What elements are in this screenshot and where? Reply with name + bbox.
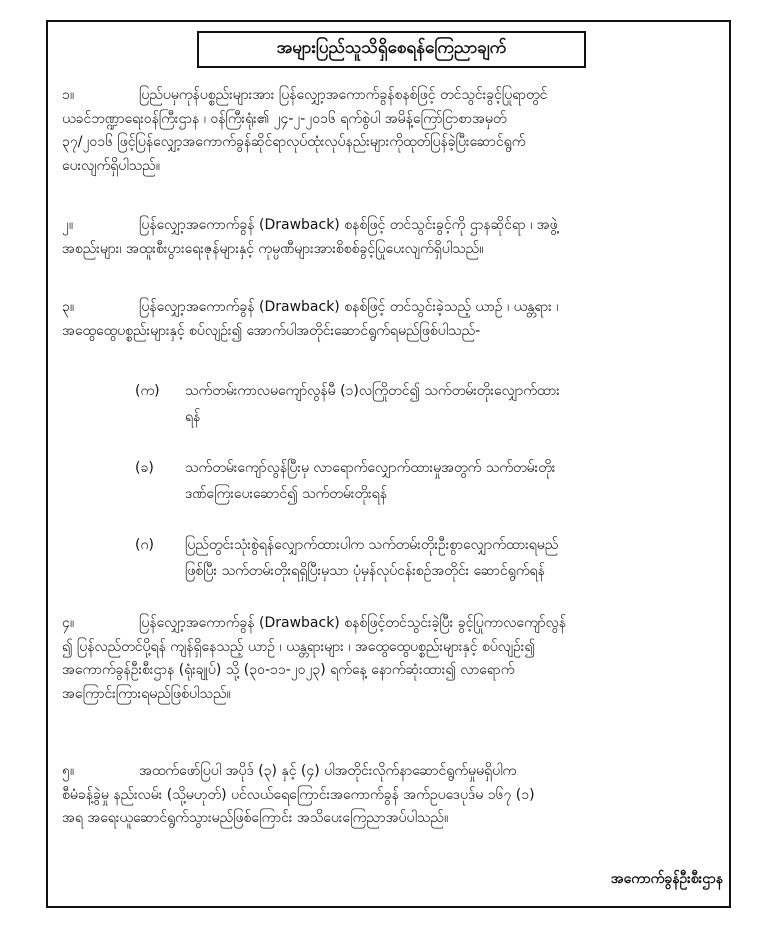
paragraph-4	[62, 612, 717, 706]
paragraph-line: အကြောင်းကြားရမည်ဖြစ်ပါသည်။	[62, 685, 231, 702]
paragraph-line: ပြန်လျှော့အကောက်ခွန် (Drawback) စနစ်ဖြင့် တင်သွင်းခွင့်ကို ဌာနဆိုင်ရာ ၊ အဖွဲ့	[139, 217, 558, 233]
sub-item-marker: (ခ)	[135, 460, 154, 476]
notice-title	[197, 31, 586, 68]
paragraph-number: ၂။	[62, 217, 74, 233]
sub-item-marker: (ဂ)	[135, 537, 154, 553]
paragraph-line: အရ အရေးယူဆောင်ရွက်သွားမည်ဖြစ်ကြောင်း အသိပေးကြေညာအပ်ပါသည်။	[62, 810, 449, 826]
paragraph-line: ၍ ပြန်လည်တင်ပို့ရန် ကျန်ရှိနေသည့် ယာဉ် ၊ ယန္တရားများ ၊ အထွေထွေပစ္စည်းများနှင့် စပ်လျဉ်း၍	[62, 638, 535, 655]
sub-item-line: ဖြစ်ပြီး သက်တမ်းတိုးရရှိပြီးမှသာ ပုံမှန်လုပ်ငန်းစဉ်အတိုင်း ဆောင်ရွက်ရန်	[185, 563, 545, 579]
paragraph-1	[62, 84, 717, 178]
sub-item-line: ပြည်တွင်းသုံးစွဲရန်လျှောက်ထားပါက သက်တမ်းတိုးဦးစွာလျှောက်ထားရမည်	[185, 537, 559, 553]
paragraph-number: ၄။	[62, 615, 75, 631]
issuer-signature: အကောက်ခွန်ဦးစီးဌာန	[610, 871, 723, 887]
paragraph-line: စီမံခန့်ခွဲမှု နည်းလမ်း (သို့မဟုတ်) ပင်လယ်ရေကြောင်းအကောက်ခွန် အက်ဥပဒေပုဒ်မ ၁၆၇ (၁)	[62, 786, 535, 803]
sub-item-line: ဒဏ်ကြေးပေးဆောင်၍ သက်တမ်းတိုးရန်	[185, 486, 387, 502]
sub-item-kha	[135, 455, 725, 507]
paragraph-line: အထက်ဖော်ပြပါ အပိုဒ် (၃) နှင့် (၄) ပါအတိုင်းလိုက်နာဆောင်ရွက်မှုမရှိပါက	[139, 763, 517, 779]
paragraph-line: ယခင်ဘဏ္ဍာရေးဝန်ကြီးဌာန ၊ ဝန်ကြီးရုံး၏ ၂၄-၂-၂၀၁၆ ရက်စွဲပါ အမိန့်ကြော်ငြာစာအမှတ်	[62, 110, 507, 127]
sub-item-ga	[135, 532, 725, 584]
paragraph-number: ၃။	[62, 299, 75, 315]
paragraph-line: ပြန်လျှော့အကောက်ခွန် (Drawback) စနစ်ဖြင့် တင်သွင်းခဲ့သည့် ယာဉ် ၊ ယန္တရား ၊	[139, 299, 559, 315]
paragraph-line: ပြည်ပမှကုန်ပစ္စည်းများအား ပြန်လျှော့အကောက်ခွန်စနစ်ဖြင့် တင်သွင်းခွင့်ပြုရာတွင်	[139, 87, 548, 103]
paragraph-2	[62, 214, 717, 261]
notice-title-text: အများပြည်သူသိရှိစေရန်ကြေညာချက်	[276, 38, 507, 58]
sub-item-line: သက်တမ်းကာလမကျော်လွန်မီ (၁)လကြိုတင်၍ သက်တမ်းတိုးလျှောက်ထား	[185, 383, 560, 399]
sub-item-marker: (က)	[135, 383, 160, 399]
paragraph-line: အထွေထွေပစ္စည်းများနှင့် စပ်လျဉ်း၍ အောက်ပါအတိုင်းဆောင်ရွက်ရမည်ဖြစ်ပါသည်-	[62, 322, 481, 339]
paragraph-number: ၁။	[62, 87, 75, 103]
paragraph-line: ပေးလျက်ရှိပါသည်။	[62, 157, 160, 174]
paragraph-line: ပြန်လျှော့အကောက်ခွန် (Drawback) စနစ်ဖြင့်တင်သွင်းခဲ့ပြီး ခွင့်ပြုကာလကျော်လွန်	[139, 615, 566, 631]
paragraph-3	[62, 296, 717, 343]
sub-item-ka	[135, 378, 725, 430]
paragraph-5	[62, 760, 717, 831]
paragraph-line: ၃၇/၂၀၁၆ ဖြင့်ပြန်လျှော့အကောက်ခွန်ဆိုင်ရာလုပ်ထုံးလုပ်နည်းများကိုထုတ်ပြန်ခဲ့ပြီးဆောင်ရွက်	[62, 134, 526, 150]
paragraph-line: အစည်းများ၊ အထူးစီးပွားရေးဇုန်များနှင့် ကုမ္ပဏီများအားစိစစ်ခွင့်ပြုပေးလျက်ရှိပါသည်။	[62, 240, 484, 257]
paragraph-line: အကောက်ခွန်ဦးစီးဌာန (ရုံးချုပ်) သို့ (၃၀-၁၁-၂၀၂၃) ရက်နေ့ နောက်ဆုံးထား၍ လာရောက်	[62, 662, 515, 678]
sub-item-line: သက်တမ်းကျော်လွန်ပြီးမှ လာရောက်လျှောက်ထားမှုအတွက် သက်တမ်းတိုး	[185, 460, 556, 476]
paragraph-number: ၅။	[62, 763, 75, 779]
sub-item-line: ရန်	[185, 409, 201, 425]
